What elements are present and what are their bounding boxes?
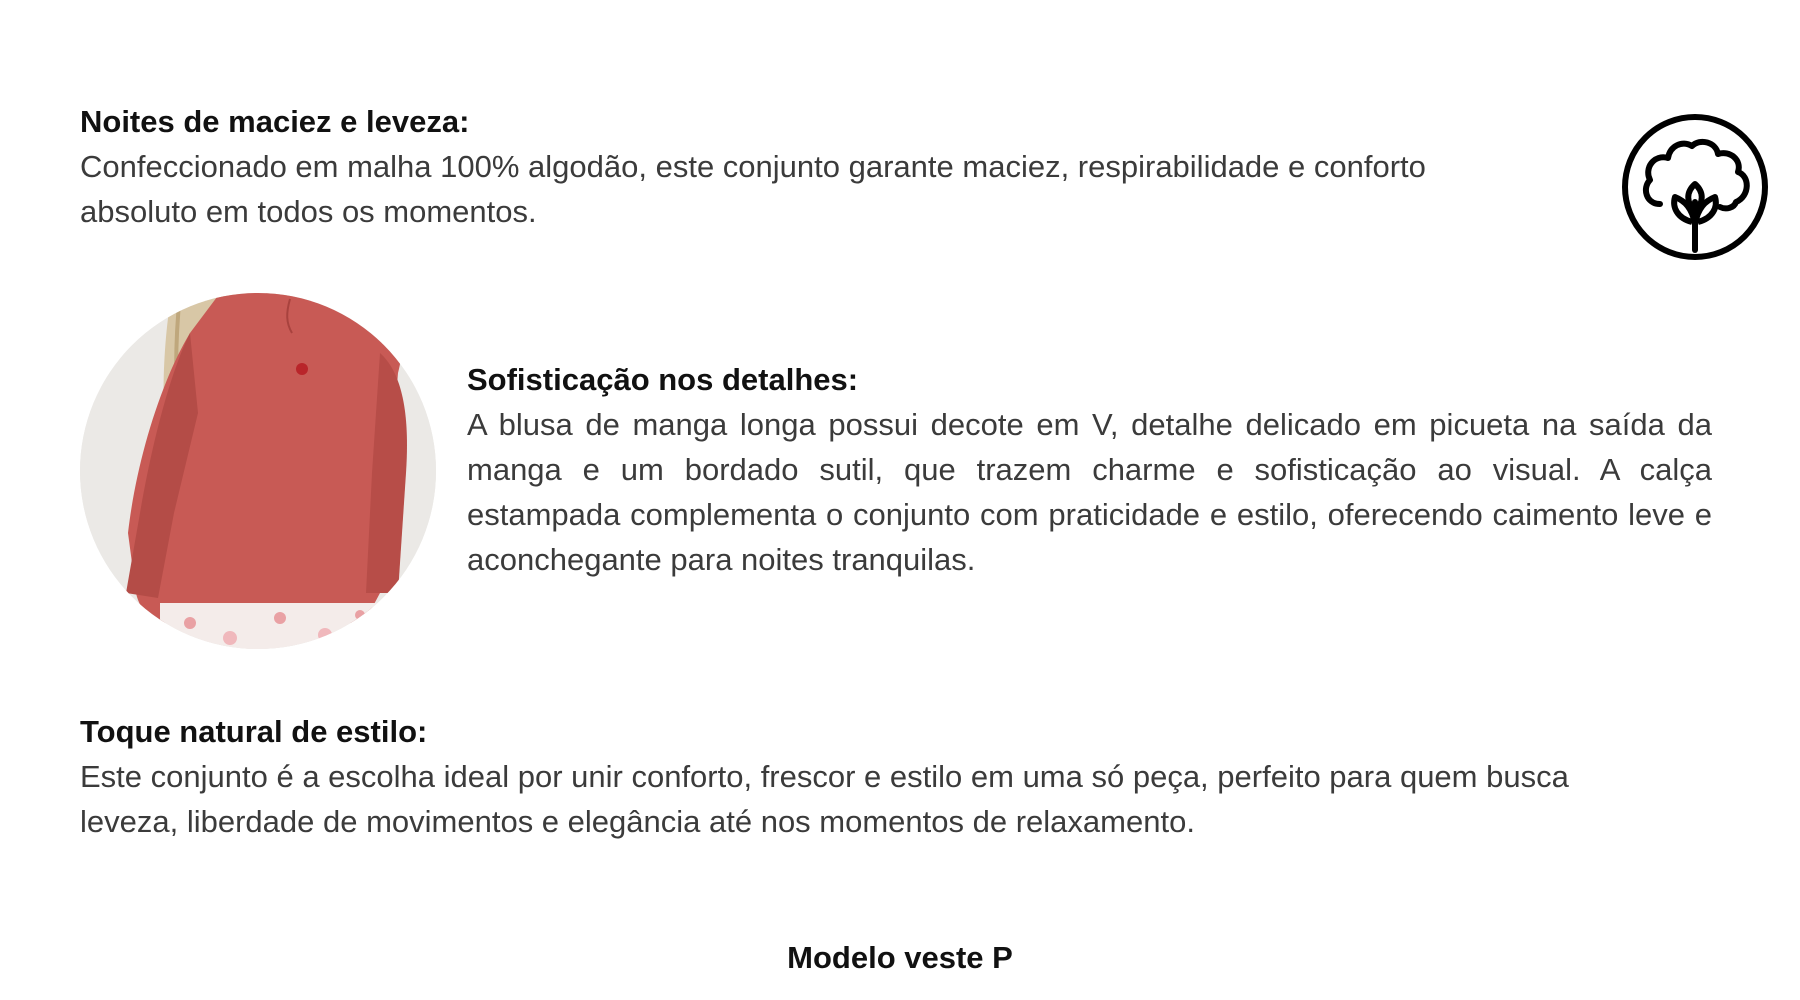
section-heading: Toque natural de estilo: [80, 714, 428, 749]
model-size-note: Modelo veste P [787, 940, 1013, 975]
section-cotton-softness [80, 100, 1540, 234]
section-natural-style [80, 710, 1640, 844]
section-text: A blusa de manga longa possui decote em V, detalhe delicado em picueta na saída da manga e um bordado sutil, que trazem charme e sofisticação ao visual. A calça estampada complementa o conjunto com praticidade e estilo, oferecendo caimento leve e aconchegante para noites tranquilas. [467, 407, 1712, 577]
product-photo [80, 293, 436, 649]
section-details [467, 358, 1712, 582]
section-text: Este conjunto é a escolha ideal por unir conforto, frescor e estilo em uma só peça, perfeito para quem busca leveza, liberdade de movimentos e elegância até nos momentos de relaxamento. [80, 759, 1569, 839]
cotton-flower-icon [1620, 112, 1770, 262]
section-heading: Noites de maciez e leveza: [80, 104, 470, 139]
section-heading: Sofisticação nos detalhes: [467, 362, 859, 397]
section-text: Confeccionado em malha 100% algodão, este conjunto garante maciez, respirabilidade e conforto absoluto em todos os momentos. [80, 149, 1426, 229]
